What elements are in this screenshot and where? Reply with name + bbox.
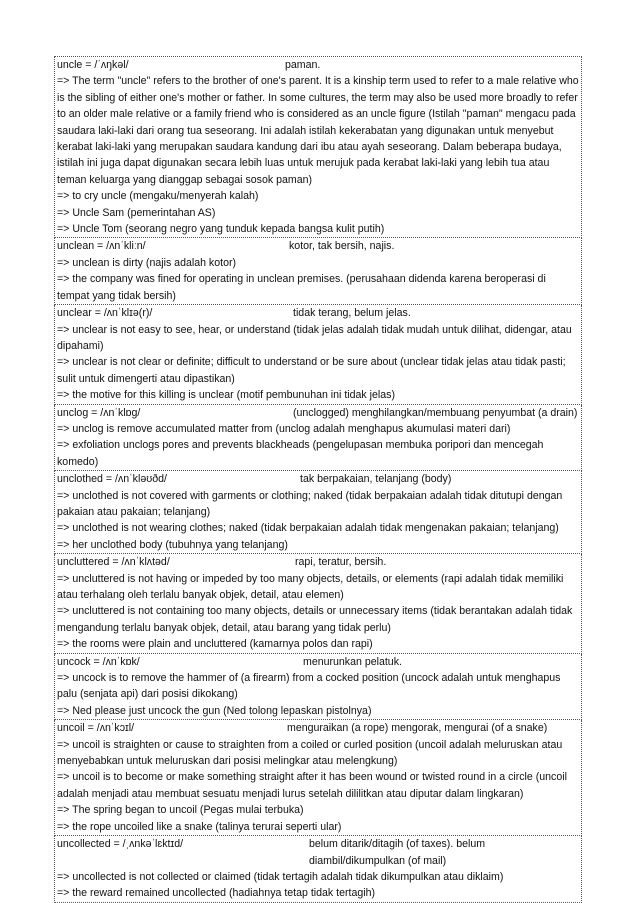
dictionary-entry (54, 57, 582, 238)
entry-headline (57, 471, 579, 487)
dictionary-entry (54, 405, 582, 472)
entry-example-line: => the rooms were plain and uncluttered (kamarnya polos dan rapi) (57, 638, 373, 651)
dictionary-entry (54, 554, 582, 653)
entry-term: uncollected = /ˌʌnkəˈlɛktɪd/ (57, 838, 184, 851)
entry-example-line: => unclothed is not wearing clothes; naked (tidak berpakaian adalah tidak mengenakan pakaian; telanjang) (57, 522, 559, 535)
entry-meaning: menguraikan (a rope) mengorak, mengurai (of a snake) (287, 722, 548, 735)
entry-meaning: kotor, tak bersih, najis. (289, 240, 395, 253)
dictionary-entry (54, 836, 582, 903)
entry-meaning: rapi, teratur, bersih. (295, 556, 387, 569)
entry-example-line: => unclothed is not covered with garments or clothing; naked (tidak berpakaian adalah tidak ditutupi dengan pakaian atau pakaian; telanjang) (57, 489, 563, 518)
dictionary-entry (54, 471, 582, 554)
dictionary-entry (54, 305, 582, 404)
entry-meaning: paman. (285, 59, 321, 71)
entry-example-line: => uncoil is to become or make something straight after it has been wound or twisted round in a circle (uncoil adalah menjadi atau membuat sesuatu menjadi lurus setelah dililitkan atau diputar dalam lingkaran) (57, 771, 567, 800)
entry-headline (57, 405, 579, 421)
entry-term: unclog = /ʌnˈklɒg/ (57, 406, 141, 419)
entry-headline (57, 654, 579, 670)
entry-example-line: => unclear is not clear or definite; difficult to understand or be sure about (unclear tidak jelas atau tidak pasti; sulit untuk dimengerti atau dipastikan) (57, 356, 566, 385)
entry-headline (57, 836, 579, 869)
dictionary-entry (54, 720, 582, 836)
entry-example-line: => uncoil is straighten or cause to straighten from a coiled or curled position (uncoil adalah meluruskan atau menyebabkan untuk meluruskan dari posisi melingkar atau melengkung) (57, 738, 563, 768)
dictionary-entry (54, 238, 582, 305)
entry-example-line: => The term "uncle" refers to the brother of one's parent. It is a kinship term used to refer to a male relative who is the sibling of either one's mother or father. In some cultures, the term may also be used more broadly to refer to an older male relative or a family friend who is considered as an uncle figure (Istilah "paman" mengacu pada saudara laki-laki dari orang tua seseorang. Ini adalah istilah kekerabatan yang digunakan untuk menyebut kerabat laki-laki yang merupakan saudara kandung dari ibu atau ayah seseorang. Dalam beberapa budaya, istilah ini juga dapat digunakan secara lebih luas untuk merujuk pada kerabat laki-laki yang lebih tua atau teman keluarga yang dianggap sebagai sosok paman) (57, 75, 579, 186)
entry-meaning: tak berpakaian, telanjang (body) (300, 473, 452, 486)
entry-term: unclear = /ʌnˈklɪə(r)/ (57, 307, 153, 320)
entry-meaning: (unclogged) menghilangkan/membuang penyumbat (a drain) (293, 406, 578, 419)
entry-meaning: menurunkan pelatuk. (303, 655, 402, 668)
entry-headline (57, 554, 579, 570)
entry-example-line: => to cry uncle (mengaku/menyerah kalah) (57, 190, 259, 203)
entry-example-line: => Uncle Tom (seorang negro yang tunduk kepada bangsa kulit putih) (57, 223, 385, 236)
entry-example-line: => unclear is not easy to see, hear, or understand (tidak jelas adalah tidak mudah untuk dilihat, didengar, atau dipahami) (57, 323, 572, 352)
entry-example-line: => exfoliation unclogs pores and prevents blackheads (pengelupasan membuka poripori dan mencegah komedo) (57, 439, 544, 468)
dictionary-document (54, 56, 582, 903)
entry-term: uncock = /ʌnˈkɒk/ (57, 655, 140, 668)
entry-example-line: => unclog is remove accumulated matter from (unclog adalah menghapus akumulasi materi dari) (57, 422, 511, 435)
entry-example-line: => the company was fined for operating in unclean premises. (perusahaan didenda karena beroperasi di tempat yang tidak bersih) (57, 273, 546, 302)
entry-example-line: => uncluttered is not containing too many objects, details or unnecessary items (tidak berantakan adalah tidak mengandung terlalu banyak objek, detail, atau barang yang tidak perlu) (57, 605, 573, 634)
entry-headline (57, 238, 579, 254)
entry-headline (57, 305, 579, 321)
entry-example-line: => The spring began to uncoil (Pegas mulai terbuka) (57, 804, 304, 817)
entry-example-line: => uncock is to remove the hammer of (a firearm) from a cocked position (uncock adalah untuk menghapus palu (senjata api) dari posisi dikokang) (57, 672, 561, 701)
dictionary-entry (54, 654, 582, 721)
entry-example-line: => Ned please just uncock the gun (Ned tolong lepaskan pistolnya) (57, 704, 372, 717)
entry-term: uncoil = /ʌnˈkɔɪl/ (57, 722, 135, 735)
entry-meaning: tidak terang, belum jelas. (293, 307, 411, 320)
entry-term: uncle = /ˈʌŋkəl/ (57, 59, 129, 71)
entry-example-line: => the reward remained uncollected (hadiahnya tetap tidak tertagih) (57, 887, 376, 900)
entry-headline (57, 720, 579, 736)
entry-example-line: => Uncle Sam (pemerintahan AS) (57, 206, 216, 219)
entry-meaning: belum ditarik/ditagih (of taxes). belum diambil/dikumpulkan (of mail) (309, 838, 486, 867)
entry-example-line: => her unclothed body (tubuhnya yang telanjang) (57, 538, 288, 551)
entry-example-line: => uncollected is not collected or claimed (tidak tertagih adalah tidak dikumpulkan atau diklaim) (57, 870, 504, 883)
entry-term: unclean = /ʌnˈkliːn/ (57, 240, 146, 253)
entry-example-line: => the rope uncoiled like a snake (talinya terurai seperti ular) (57, 820, 342, 833)
entry-example-line: => unclean is dirty (najis adalah kotor) (57, 256, 237, 269)
entry-headline (57, 57, 579, 73)
entry-example-line: => uncluttered is not having or impeded by too many objects, details, or elements (rapi adalah tidak memiliki atau terhalang oleh terlalu banyak objek, detail, atau elemen) (57, 572, 564, 601)
entry-example-line: => the motive for this killing is unclear (motif pembunuhan ini tidak jelas) (57, 389, 395, 402)
entry-term: unclothed = /ʌnˈkləʊðd/ (57, 473, 167, 486)
entry-term: uncluttered = /ʌnˈklʌtəd/ (57, 556, 170, 569)
